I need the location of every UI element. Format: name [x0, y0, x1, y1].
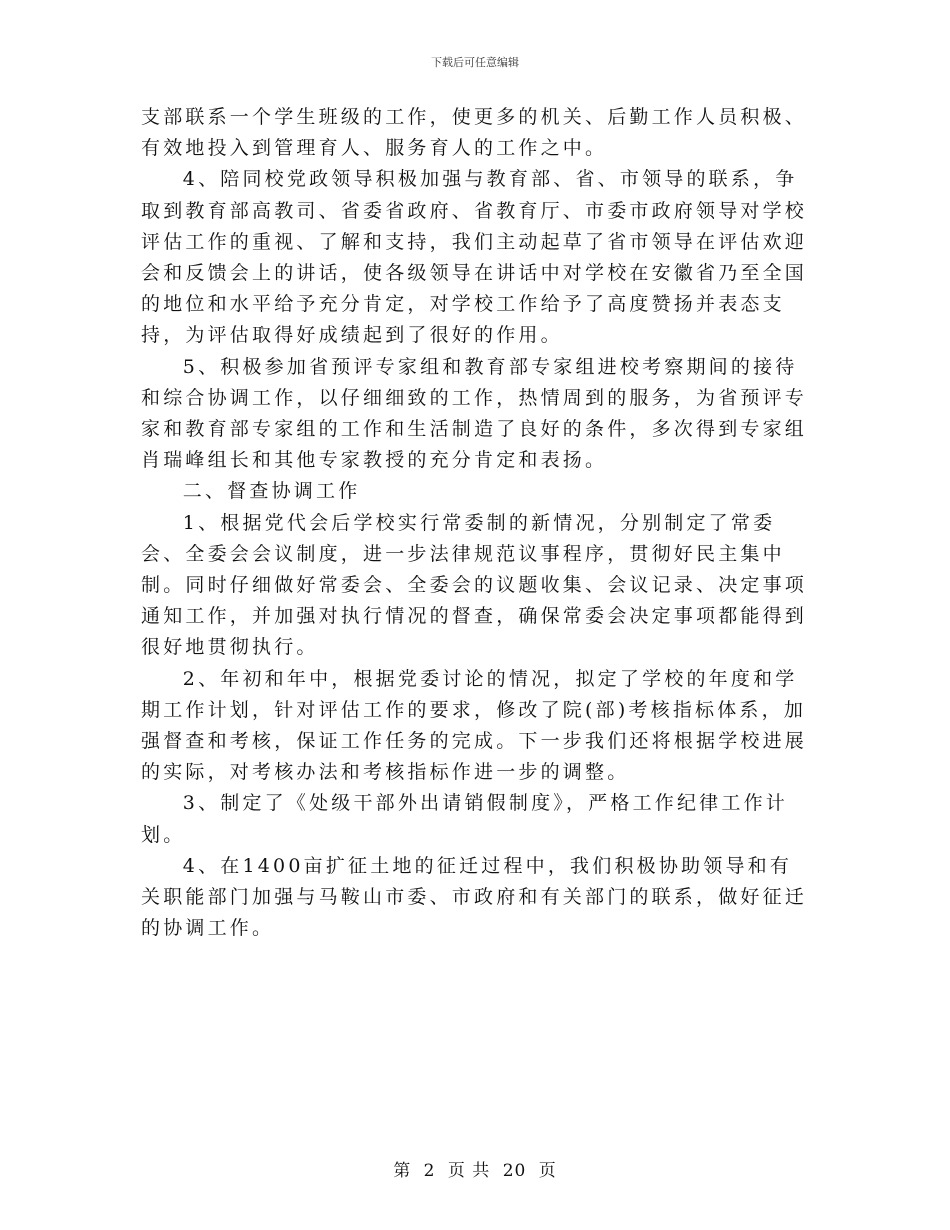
section-heading-supervision: 二、督查协调工作 — [182, 480, 361, 503]
footer-prefix: 第 — [393, 1161, 412, 1181]
paragraph-item-3-leave-policy: 3、制定了《处级干部外出请销假制度》，严格工作纪律工作计划。 — [141, 792, 788, 846]
page-footer — [0, 1156, 950, 1181]
paragraph-item-4-leaders-liaison: 4、陪同校党政领导积极加强与教育部、省、市领导的联系，争取到教育部高教司、省委省政府、省教育厅、市委市政府领导对学校评估工作的重视、了解和支持，我们主动起草了省市领导在评估欢迎会和反馈会上的讲话，使各级领导在讲话中对学校在安徽省乃至全国的地位和水平给予充分肯定，对学校工作给予了高度赞扬并表态支持，为评估取得好成绩起到了很好的作用。 — [141, 168, 808, 347]
paragraph-item-4-land-acquisition: 4、在1400亩扩征土地的征迁过程中，我们积极协助领导和有关职能部门加强与马鞍山市委、市政府和有关部门的联系，做好征迁的协调工作。 — [141, 854, 808, 940]
paragraph-item-2-work-plan: 2、年初和年中，根据党委讨论的情况，拟定了学校的年度和学期工作计划，针对评估工作的要求，修改了院(部)考核指标体系，加强督查和考核，保证工作任务的完成。下一步我们还将根据学校进展的实际，对考核办法和考核指标作进一步的调整。 — [141, 667, 808, 784]
header-note: 下载后可任意编辑 — [431, 56, 519, 69]
footer-current-page: 2 — [423, 1161, 436, 1181]
paragraph-continuation: 支部联系一个学生班级的工作，使更多的机关、后勤工作人员积极、有效地投入到管理育人、服务育人的工作之中。 — [141, 106, 808, 160]
paragraph-item-1-standing-committee: 1、根据党代会后学校实行常委制的新情况，分别制定了常委会、全委会会议制度，进一步法律规范议事程序，贯彻好民主集中制。同时仔细做好常委会、全委会的议题收集、会议记录、决定事项通知工作，并加强对执行情况的督查，确保常委会决定事项都能得到很好地贯彻执行。 — [141, 511, 808, 659]
paragraph-item-5-expert-reception: 5、积极参加省预评专家组和教育部专家组进校考察期间的接待和综合协调工作，以仔细细致的工作，热情周到的服务，为省预评专家和教育部专家组的工作和生活制造了良好的条件，多次得到专家组肖瑞峰组长和其他专家教授的充分肯定和表扬。 — [141, 355, 808, 472]
footer-suffix: 页 — [538, 1161, 557, 1181]
document-body — [141, 102, 809, 944]
footer-middle: 页 共 — [447, 1161, 491, 1181]
footer-total-pages: 20 — [502, 1161, 527, 1181]
